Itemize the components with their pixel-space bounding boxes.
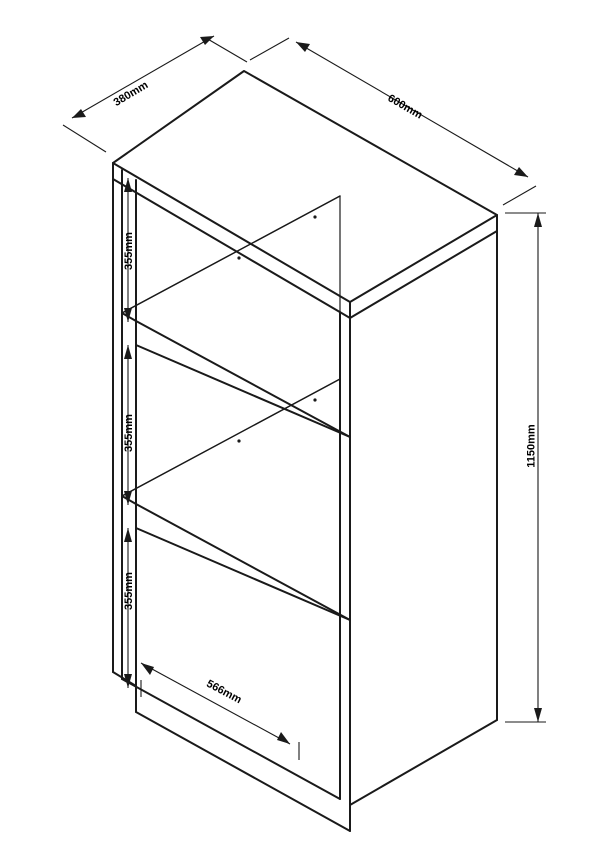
dimension-label-depth: 380mm xyxy=(111,79,151,109)
arrowhead-gap3-top xyxy=(124,528,132,542)
dim-line-depth xyxy=(72,36,214,118)
arrowhead-depth-left xyxy=(72,109,86,118)
cabinet-outline xyxy=(113,71,497,831)
shelf-2-front xyxy=(122,496,350,620)
shelf-2-front-lower-edge xyxy=(136,528,350,620)
arrowhead-depth-right xyxy=(200,36,214,45)
arrowhead-internal-left xyxy=(141,663,154,675)
bottom-plinth-front xyxy=(136,686,350,831)
shelf-2-upper-line xyxy=(122,379,340,496)
ext-line-width-2 xyxy=(503,186,536,205)
dowel-mark xyxy=(237,439,240,442)
dimension-label-shelf-gap-2: 355mm xyxy=(122,414,135,452)
dimension-label-height: 1150mm xyxy=(525,424,538,468)
dim-line-internal xyxy=(141,663,290,744)
right-panel-bottom-edge xyxy=(350,720,497,805)
dimension-label-internal-width: 566mm xyxy=(204,677,244,707)
ext-line-depth-2 xyxy=(206,38,247,62)
dowel-mark xyxy=(313,215,316,218)
dimension-label-shelf-gap-3: 355mm xyxy=(122,572,135,610)
shelf-1-front xyxy=(122,313,350,437)
ext-line-width-1 xyxy=(250,38,289,60)
arrowhead-height-top xyxy=(534,213,542,227)
shelf-1-upper-line xyxy=(122,196,340,313)
dimension-label-shelf-gap-1: 355mm xyxy=(122,232,135,270)
arrowhead-width-left xyxy=(296,42,310,52)
arrowhead-height-bottom xyxy=(534,708,542,722)
dimension-label-width: 600mm xyxy=(385,92,425,122)
ext-line-depth-1 xyxy=(63,125,106,152)
dowel-mark xyxy=(237,256,240,259)
top-panel-face xyxy=(113,71,497,302)
arrowhead-width-right xyxy=(514,167,528,177)
dowel-marks xyxy=(237,215,316,442)
dowel-mark xyxy=(313,398,316,401)
shelf-detail-lines xyxy=(122,196,350,620)
arrowhead-gap2-top xyxy=(124,345,132,359)
arrowhead-internal-right xyxy=(277,732,290,744)
